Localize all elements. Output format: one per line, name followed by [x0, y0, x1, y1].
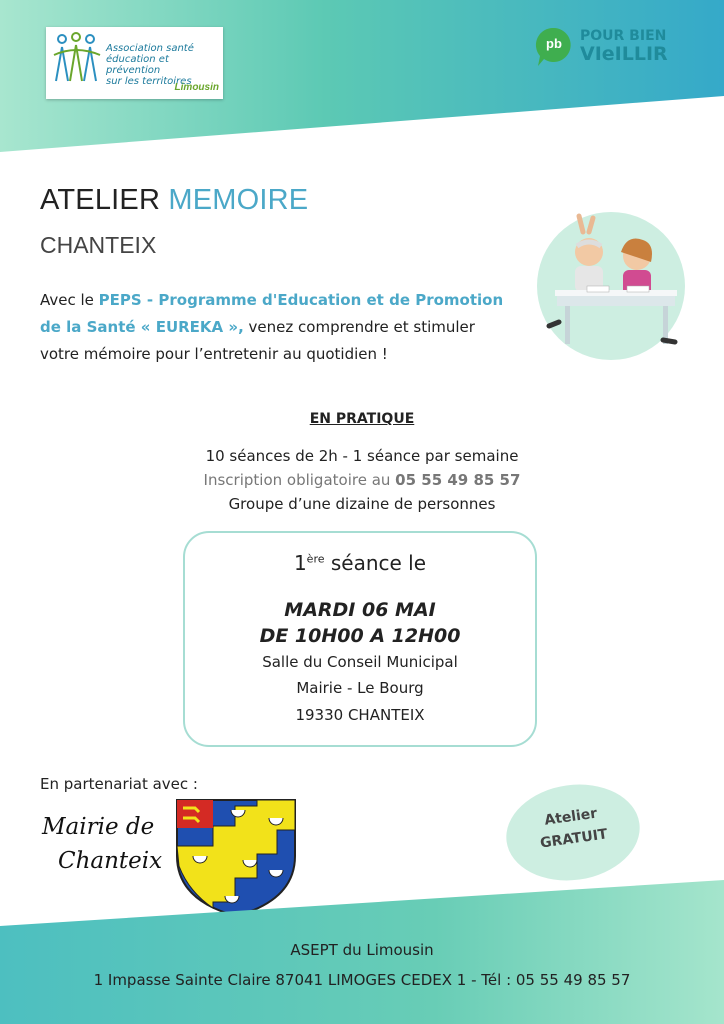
partners-label: En partenariat avec :: [40, 775, 198, 793]
session-time: DE 10H00 A 12H00: [259, 625, 461, 647]
free-badge-line2: GRATUIT: [539, 826, 609, 852]
practical-line-registration: [0, 471, 724, 489]
intro-text-2: venez comprendre et stimuler votre mémoire pour l’entretenir au quotidien !: [40, 318, 475, 363]
logo-line: Association santé: [106, 43, 194, 54]
people-logo-icon: [52, 31, 102, 89]
session-address: Mairie - Le Bourg: [296, 679, 424, 697]
logo-region: Limousin: [174, 82, 219, 93]
footer-org: ASEPT du Limousin: [290, 941, 434, 959]
asept-logo: [46, 27, 223, 99]
page-subtitle: CHANTEIX: [40, 232, 157, 258]
logo-line: sur les territoires: [106, 76, 192, 87]
practical-line-group: Groupe d’une dizaine de personnes: [228, 495, 496, 513]
session-label-rest: séance le: [324, 551, 427, 575]
title-part1: ATELIER: [40, 184, 169, 216]
practical-line-sessions: 10 séances de 2h - 1 séance par semaine: [205, 447, 519, 465]
session-label: [185, 551, 535, 575]
practical-heading: EN PRATIQUE: [309, 411, 415, 427]
session-label-num: 1: [293, 551, 307, 575]
pbv-badge-text: pb: [546, 36, 562, 51]
session-date: MARDI 06 MAI: [284, 599, 436, 621]
intro-paragraph: [40, 287, 510, 368]
session-box: [183, 531, 537, 747]
pbv-line1: POUR BIEN: [580, 28, 667, 44]
registration-text: Inscription obligatoire au: [203, 471, 396, 489]
title-accent: MEMOIRE: [168, 184, 309, 216]
free-badge-line1: Atelier: [543, 805, 599, 829]
logo-line: éducation et prévention: [106, 54, 169, 76]
intro-program-name: PEPS - Programme d'Education et de Promotion de la Santé « EUREKA »,: [40, 291, 504, 336]
footer-address: 1 Impasse Sainte Claire 87041 LIMOGES CEDEX 1 - Tél : 05 55 49 85 57: [93, 971, 631, 989]
session-venue: Salle du Conseil Municipal: [262, 653, 458, 671]
mairie-line2: Chanteix: [58, 848, 163, 874]
intro-text-1: Avec le: [40, 291, 99, 309]
mairie-line1: Mairie de: [42, 814, 155, 840]
pbv-line2: VIeILLIR: [580, 43, 668, 65]
page-title: [40, 184, 308, 217]
session-label-sup: ère: [306, 552, 325, 566]
session-city: 19330 CHANTEIX: [295, 706, 425, 724]
pour-bien-vieillir-logo: [534, 26, 690, 68]
registration-phone: 05 55 49 85 57: [395, 471, 521, 489]
seniors-illustration-icon: [531, 212, 687, 362]
